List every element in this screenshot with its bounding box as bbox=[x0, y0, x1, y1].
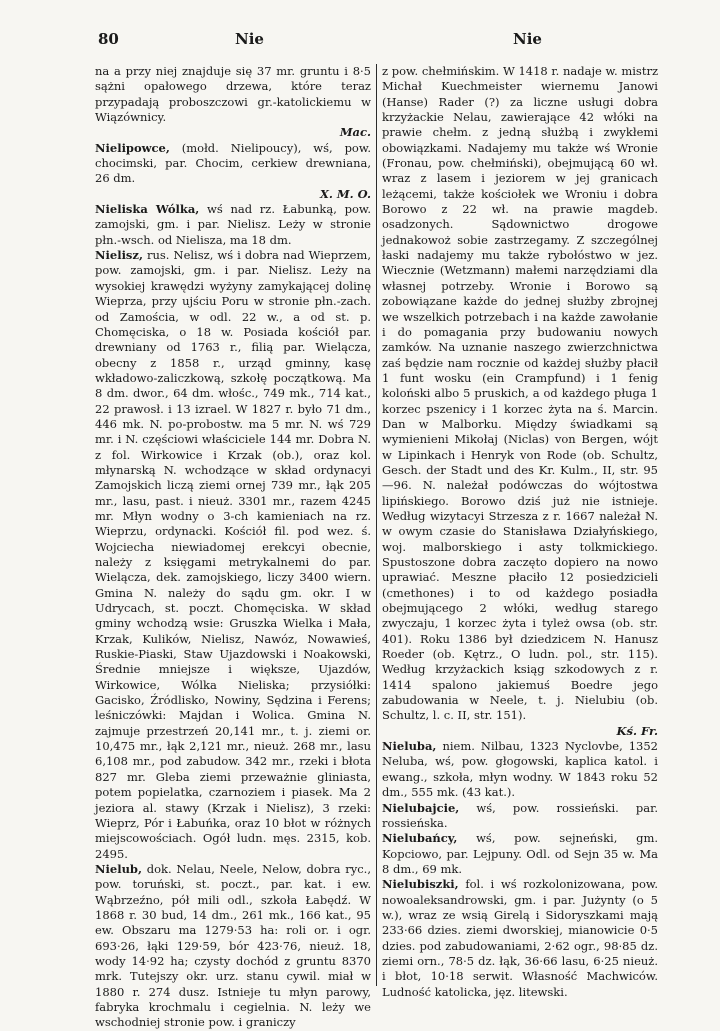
entry bbox=[95, 64, 371, 141]
entry-text: na a przy niej znajduje się 37 mr. gruntu i 8·5 sążni opałowego drzewa, które teraz przypadają proboszczowi gr.-katolickiemu w Wiązównicy. bbox=[95, 64, 371, 125]
entry-headword: Nielubajcie, bbox=[382, 800, 460, 815]
left-column bbox=[95, 64, 371, 1031]
entry bbox=[382, 739, 658, 800]
entry bbox=[382, 877, 658, 1000]
entry-headword: Nielub, bbox=[95, 861, 142, 876]
entry-headword: Nielisz, bbox=[95, 248, 143, 263]
entry-text: dok. Nelau, Neele, Nelow, dobra ryc., pow. toruński, st. poczt., par. kat. i ew. Wąbrzeźno, pół mili odl., szkoła Łabędź. W 1868 r. 30 bud, 14 dm., 261 mk., 166 kat., 95 ew. Obszaru ma 1279·53 ha: roli or. i ogr. 693·26, łąki 129·59, bór 423·76, nieuż. 18, wody 14·92 ha; czysty dochód z gruntu 8370 mrk. Tutejszy okr. urz. stanu cywil. miał w 1880 r. 274 dusz. Istnieje tu młyn parowy, fabryka krochmalu i cegielnia. N. leży we wschodniej stronie pow. i graniczy bbox=[95, 861, 371, 1030]
entry-headword: Nielipowce, bbox=[95, 140, 170, 155]
entry bbox=[95, 202, 371, 248]
entry-text: rus. Nelisz, wś i dobra nad Wieprzem, pow. zamojski, gm. i par. Nielisz. Leży na wysokiej krawędzi wyżyny zamykającej dolinę Wieprza, przy ujściu Poru w stronie płn.-zach. od Zamościa, w odl. 22 w., a od st. p. Chomęciska, o 18 w. Posiada kościół par. drewniany od 1763 r., filią par. Wielącza, obecny z 1858 r., urząd gminny, kasę wkładowo-zaliczkową, szkołę początkową. Ma 8 dm. dwor., 64 dm. włośc., 749 mk., 714 kat., 22 prawosł. i 13 izrael. W 1827 r. było 71 dm., 446 mk. N. po-probostw. ma 5 mr. N. wś 729 mr. i N. częściowi właściciele 144 mr. Dobra N. z fol. Wirkowice i Krzak (ob.), oraz kol. młynarską N. wchodzące w skład ordynacyi Zamojskich liczą ziemi ornej 739 mr., łąk 205 mr., lasu, past. i nieuż. 3301 mr., razem 4245 mr. Młyn wodny o 3-ch kamieniach na rz. Wieprzu, ordynacki. Kościół fil. pod wez. ś. Wojciecha niewiadomej erekcyi obecnie, należy z księgami metrykalnemi do par. Wielącza, dek. zamojskiego, liczy 3400 wiern. Gmina N. należy do sądu gm. okr. I w Udrycach, st. poczt. Chomęciska. W skład gminy wchodzą wsie: Gruszka Wielka i Mała, Krzak, Kulików, Nielisz, Nawóz, Nowawieś, Ruskie-Piaski, Staw Ujazdowski i Noakowski, Średnie mniejsze i większe, Ujazdów, Wirkowice, Wólka Nieliska; przysiółki: Gacisko, Źródlisko, Nowiny, Sędzina i Ferens; leśniczówki: Majdan i Wolica. Gmina N. zajmuje przestrzeń 20,141 mr., t. j. ziemi or. 10,475 mr., łąk 2,121 mr., nieuż. 268 mr., lasu 6,108 mr., pod zabudow. 342 mr., rzeki i błota 827 mr. Gleba ziemi przeważnie gliniasta, potem popielatka, czarnoziem i piasek. Ma 2 jeziora al. stawy (Krzak i Nielisz), 3 rzeki: Wieprz, Pór i Łabuńka, oraz 10 błot w różnych miejscowościach. Ogół ludn. męs. 2315, kob. 2495. bbox=[95, 248, 371, 861]
entry-text: fol. i wś rozkolonizowana, pow. nowoaleksandrowski, gm. i par. Jużynty (o 5 w.), wraz ze wsią Girelą i Sidoryszkami mają 233·66 dzies. ziemi dworskiej, mianowicie 0·5 dzies. pod zabudowaniami, 2·62 ogr., 98·85 dz. ziemi orn., 78·5 dz. łąk, 36·66 lasu, 6·25 nieuż. i błot, 10·18 serwit. Własność Machwiców. Ludność katolicka, jęz. litewski. bbox=[382, 877, 659, 999]
entry bbox=[382, 831, 658, 877]
entry-text: (mołd. Nielipoucy), wś, pow. chocimski, par. Chocim, cerkiew drewniana, 26 dm. bbox=[95, 140, 371, 186]
column-divider bbox=[376, 64, 377, 986]
right-column bbox=[382, 64, 658, 1000]
entry-headword: Nielubiszki, bbox=[382, 877, 459, 892]
entry-text: wś nad rz. Łabunką, pow. zamojski, gm. i par. Nielisz. Leży w stronie płn.-wsch. od Nielisza, ma 18 dm. bbox=[95, 202, 371, 247]
entry bbox=[95, 248, 371, 862]
running-head-left: Nie bbox=[235, 30, 264, 48]
entry bbox=[382, 64, 658, 739]
entry-headword: Nielubańcy, bbox=[382, 831, 458, 846]
page-number: 80 bbox=[98, 30, 119, 48]
running-head-right: Nie bbox=[513, 30, 542, 48]
entry bbox=[95, 141, 371, 202]
entry-signature: Mac. bbox=[339, 125, 371, 140]
entry bbox=[95, 862, 371, 1031]
entry-signature: Kś. Fr. bbox=[616, 723, 658, 738]
entry-headword: Nieliska Wólka, bbox=[95, 202, 200, 217]
entry-text: z pow. chełmińskim. W 1418 r. nadaje w. mistrz Michał Kuechmeister wiernemu Janowi (Hanse) Rader (?) za liczne usługi dobra krzyżackie Nelau, zawierające 42 włóki na prawie chełm. z jedną służbą i zwykłemi obowiązkami. Nadajemy mu także wś Wronie (Fronau, pow. chełmiński), obejmującą 60 wł. wraz z lasem i jeziorem w jej granicach leżącemi, także kościołek we Wroniu i dobra Borowo z 22 wł. na prawie magdeb. osadzonych. Sądownictwo drogowe jednakowoż sobie zastrzegamy. Z szczególnej łaski nadajemy mu także rybołóstwo w jez. Wiecznie (Wetzmann) małemi narzędziami dla własnej potrzeby. Wronie i Borowo są zobowiązane każde do jednej służby zbrojnej we wszelkich potrzebach i na każde zawołanie i do pomagania przy budowaniu nowych zamków. Na uznanie naszego zwierzchnictwa zaś będzie nam rocznie od każdej służby płacił 1 funt wosku (ein Crampfund) i 1 fenig koloński albo 5 pruskich, a od każdego pługa 1 korzec pszenicy i 1 korzec żyta na ś. Marcin. Dan w Malborku. Między świadkami są wymienieni Mikołaj (Niclas) von Bergen, wójt w Lipinkach i Henryk von Rode (ob. Schultz, Gesch. der Stadt und des Kr. Kulm., II, str. 95—96. N. należał podówczas do wójtostwa lipińskiego. Borowo dziś już nie istnieje. Według wizytacyi Strzesza z r. 1667 należał N. w owym czasie do Stanisława Działyńskiego, woj. malborskiego i asty tolkmickiego. Spustoszone dobra zaczęto dopiero na nowo uprawiać. Meszne płaciło 12 posiedzicieli (cmethones) i to od każdego posiadła obejmującego 2 włóki, według starego zwyczaju, 1 korzec żyta i tyleż owsa (ob. str. 401). Roku 1386 był dziedzicem N. Hanusz Roeder (ob. Kętrz., O ludn. pol., str. 115). Według krzyżackich ksiąg szkodowych z r. 1414 spalono jakiemuś Boedre jego zabudowania w Neele, t. j. Nielubiu (ob. Schultz, l. c. II, str. 151). bbox=[382, 64, 658, 723]
entry-text: wś, pow. rossieński. par. rossieńska. bbox=[382, 800, 659, 830]
entry-signature: X. M. O. bbox=[319, 186, 371, 201]
entry-headword: Nieluba, bbox=[382, 739, 437, 754]
page-header bbox=[0, 30, 720, 52]
entry-text: wś, pow. sejneński, gm. Kopciowo, par. Lejpuny. Odl. od Sejn 35 w. Ma 8 dm., 69 mk. bbox=[382, 831, 658, 876]
entry-text: niem. Nilbau, 1323 Nyclovbe, 1352 Neluba, wś, pow. głogowski, kaplica katol. i ewang., szkoła, młyn wodny. W 1843 roku 52 dm., 555 mk. (43 kat.). bbox=[382, 739, 659, 800]
entry bbox=[382, 801, 658, 832]
